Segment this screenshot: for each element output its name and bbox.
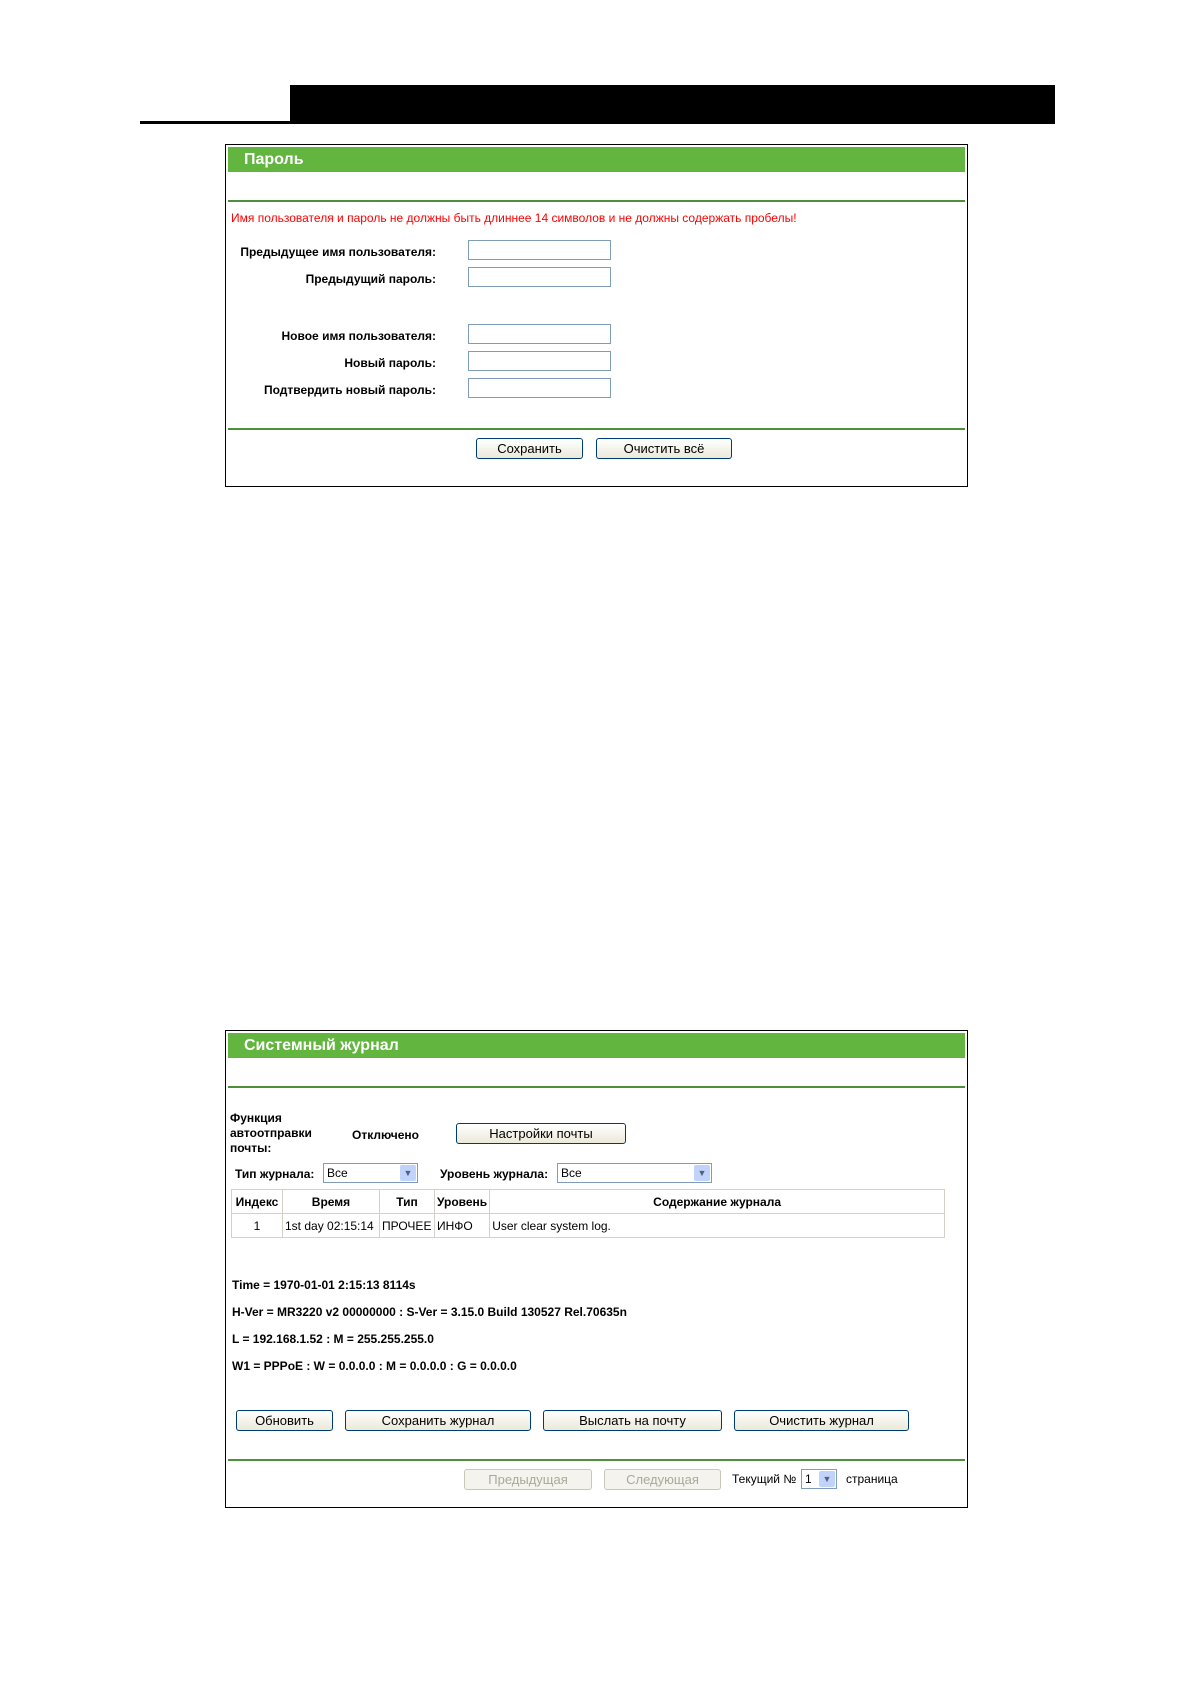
current-page-label: Текущий №	[732, 1472, 797, 1486]
new-username-label: Новое имя пользователя:	[281, 329, 436, 343]
log-table	[231, 1189, 945, 1238]
save-log-button[interactable]: Сохранить журнал	[345, 1410, 531, 1431]
info-wan: W1 = PPPoE : W = 0.0.0.0 : M = 0.0.0.0 : G = 0.0.0.0	[232, 1359, 517, 1373]
old-username-input[interactable]	[468, 240, 611, 260]
separator	[228, 200, 965, 202]
chevron-down-icon: ▼	[694, 1165, 710, 1181]
col-type: Тип	[380, 1190, 435, 1214]
mail-settings-button[interactable]: Настройки почты	[456, 1123, 626, 1144]
cell-index: 1	[232, 1214, 283, 1238]
col-content: Содержание журнала	[490, 1190, 945, 1214]
syslog-panel	[225, 1030, 968, 1508]
info-version: H-Ver = MR3220 v2 00000000 : S-Ver = 3.15.0 Build 130527 Rel.70635n	[232, 1305, 627, 1319]
chevron-down-icon: ▼	[400, 1165, 416, 1181]
col-time: Время	[283, 1190, 380, 1214]
new-password-input[interactable]	[468, 351, 611, 371]
panel-title: Пароль	[228, 147, 965, 172]
old-password-input[interactable]	[468, 267, 611, 287]
cell-type: ПРОЧЕЕ	[380, 1214, 435, 1238]
log-type-label: Тип журнала:	[235, 1167, 315, 1181]
separator	[228, 1459, 965, 1461]
separator	[228, 1086, 965, 1088]
next-page-button[interactable]: Следующая	[604, 1469, 721, 1490]
log-type-value: Все	[327, 1166, 348, 1180]
page-word: страница	[846, 1472, 898, 1486]
password-panel	[225, 144, 968, 487]
clear-log-button[interactable]: Очистить журнал	[734, 1410, 909, 1431]
old-password-label: Предыдущий пароль:	[305, 272, 436, 286]
prev-page-button[interactable]: Предыдущая	[464, 1469, 592, 1490]
log-level-label: Уровень журнала:	[440, 1167, 549, 1181]
confirm-password-label: Подтвердить новый пароль:	[264, 383, 436, 397]
new-username-input[interactable]	[468, 324, 611, 344]
cell-content: User clear system log.	[490, 1214, 945, 1238]
warning-text: Имя пользователя и пароль не должны быть длиннее 14 символов и не должны содержать пробелы!	[231, 211, 797, 225]
old-username-label: Предыдущее имя пользователя:	[240, 245, 436, 259]
table-header-row	[232, 1190, 945, 1214]
header-bar	[290, 85, 1055, 124]
auto-mail-label: Функция автоотправки почты:	[230, 1111, 312, 1155]
col-level: Уровень	[435, 1190, 490, 1214]
info-lan: L = 192.168.1.52 : M = 255.255.255.0	[232, 1332, 434, 1346]
clear-all-button[interactable]: Очистить всё	[596, 438, 732, 459]
mail-log-button[interactable]: Выслать на почту	[543, 1410, 722, 1431]
table-row	[232, 1214, 945, 1238]
page-select[interactable]	[801, 1469, 837, 1489]
auto-mail-status: Отключено	[352, 1128, 419, 1142]
log-type-select[interactable]	[323, 1163, 418, 1183]
confirm-password-input[interactable]	[468, 378, 611, 398]
col-index: Индекс	[232, 1190, 283, 1214]
info-time: Time = 1970-01-01 2:15:13 8114s	[232, 1278, 416, 1292]
new-password-label: Новый пароль:	[344, 356, 436, 370]
log-level-value: Все	[561, 1166, 582, 1180]
page-select-value: 1	[805, 1472, 812, 1486]
separator	[228, 428, 965, 430]
refresh-button[interactable]: Обновить	[236, 1410, 333, 1431]
chevron-down-icon: ▼	[819, 1471, 835, 1487]
cell-time: 1st day 02:15:14	[283, 1214, 380, 1238]
cell-level: ИНФО	[435, 1214, 490, 1238]
panel-title: Системный журнал	[228, 1033, 965, 1058]
save-button[interactable]: Сохранить	[476, 438, 583, 459]
log-level-select[interactable]	[557, 1163, 712, 1183]
